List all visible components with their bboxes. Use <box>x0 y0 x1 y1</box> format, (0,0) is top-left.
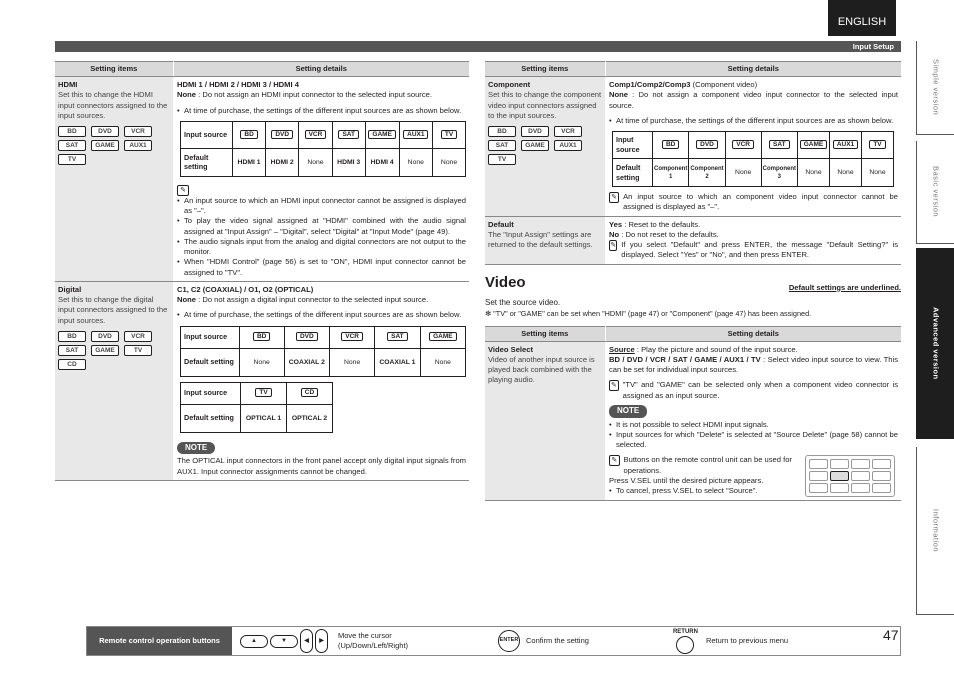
key-game: GAME <box>91 345 119 356</box>
component-options: Comp1/Comp2/Comp3 <box>609 80 691 90</box>
key-cd: CD <box>58 359 86 370</box>
default-cell: HDMI 4 <box>365 148 399 176</box>
no-text: : Do not reset to the defaults. <box>621 229 719 239</box>
video-note-item: • Input sources for which "Delete" is selected at "Source Delete" (page 58) cannot be selected. <box>609 430 898 451</box>
component-options-sub: (Component video) <box>692 80 758 90</box>
component-item <box>485 77 605 217</box>
th-input-source: Input source <box>181 121 233 148</box>
src-key: VCR <box>341 332 363 341</box>
none-label: None <box>177 295 196 305</box>
hdmi-note: • To play the video signal assigned at "HDMI" combined with the audio signal assigned at "Input Assign" – "Digital", select "Digital" at "Input Mode" (page 49). <box>177 216 466 237</box>
header-details: Setting details <box>605 326 901 341</box>
default-cell: OPTICAL 2 <box>287 404 333 432</box>
key-dvd: DVD <box>521 126 549 137</box>
default-cell: COAXIAL 1 <box>375 348 420 376</box>
default-cell: None <box>399 148 433 176</box>
key-aux1: AUX1 <box>124 140 152 151</box>
pen-icon: ✎ <box>610 382 617 390</box>
return-button-icon <box>676 636 694 654</box>
yes-label: Yes <box>609 219 623 229</box>
confirm-text: Confirm the setting <box>526 635 589 645</box>
hdmi-item <box>55 77 173 282</box>
default-item <box>485 216 605 264</box>
default-cell: None <box>239 348 284 376</box>
default-cell: Component 2 <box>689 159 725 187</box>
component-desc: Set this to change the component video input connectors assigned to the input sources. <box>488 90 602 120</box>
th-default: Default setting <box>181 148 233 176</box>
src-key: DVD <box>296 332 318 341</box>
language-tab: ENGLISH <box>828 0 896 36</box>
hdmi-default-table <box>180 121 466 177</box>
default-cell: None <box>797 159 829 187</box>
src-key: SAT <box>387 332 408 341</box>
th-input-source: Input source <box>613 132 653 159</box>
default-cell: HDMI 1 <box>233 148 266 176</box>
none-label: None <box>177 90 196 100</box>
digital-item <box>55 281 173 480</box>
src-key: TV <box>255 388 271 397</box>
th-default: Default setting <box>181 404 241 432</box>
video-note: "TV" and "GAME" can be selected only when a component video connector is assigned as an input source. <box>622 380 898 400</box>
src-key: BD <box>253 332 270 341</box>
src-key: DVD <box>696 140 718 149</box>
side-tab-information[interactable]: Information <box>916 447 954 615</box>
side-tab-advanced[interactable]: Advanced version <box>916 248 954 439</box>
source-list: BD / DVD / VCR / SAT / GAME / AUX1 / TV <box>609 354 761 364</box>
src-key: AUX1 <box>403 130 428 139</box>
none-label: None <box>609 90 628 100</box>
key-bd: BD <box>58 126 86 137</box>
th-input-source: Input source <box>181 326 240 348</box>
component-default-table <box>612 131 894 187</box>
src-key: BD <box>240 130 257 139</box>
video-intro: Set the source video. <box>485 297 561 307</box>
none-text: : Do not assign a component video input connector to the selected input source. <box>609 90 898 110</box>
default-cell: None <box>420 348 465 376</box>
src-key: GAME <box>429 332 457 341</box>
hdmi-details <box>173 77 469 282</box>
video-select-item <box>485 341 605 501</box>
src-key: TV <box>441 130 457 139</box>
header-items: Setting items <box>485 62 605 77</box>
yes-text: : Reset to the defaults. <box>624 219 701 229</box>
key-dvd: DVD <box>91 126 119 137</box>
source-label: Source <box>609 344 635 354</box>
video-intro2: "TV" or "GAME" can be set when "HDMI" (page 47) or "Component" (page 47) has been assigned. <box>493 308 812 318</box>
video-note-item: • It is not possible to select HDMI input signals. <box>609 420 898 430</box>
key-bd: BD <box>58 331 86 342</box>
source-list-text: : Select video input source to view. This can be set for individual input sources. <box>609 354 898 375</box>
default-cell: COAXIAL 2 <box>284 348 329 376</box>
default-note: If you select "Default" and press ENTER, the message "Default Setting?" is displayed. Select "Yes" or "No", and then press ENTER. <box>621 240 898 260</box>
key-game: GAME <box>91 140 119 151</box>
no-label: No <box>609 229 620 239</box>
default-cell: None <box>330 348 375 376</box>
digital-table-1 <box>180 326 466 377</box>
remote-operation-bar <box>86 626 901 656</box>
hdmi-options: HDMI 1 / HDMI 2 / HDMI 3 / HDMI 4 <box>177 80 299 90</box>
video-select-desc: Video of another input source is played back combined with the playing audio. <box>488 354 595 385</box>
digital-desc: Set this to change the digital input connectors assigned to the input sources. <box>58 295 168 325</box>
hdmi-title: HDMI <box>58 80 78 90</box>
default-cell: None <box>433 148 466 176</box>
enter-button-icon: ENTER <box>498 630 520 652</box>
component-details <box>605 77 901 217</box>
digital-bullet: • At time of purchase, the settings of the different input sources are as shown below. <box>177 310 466 320</box>
remote-label: Remote control operation buttons <box>87 627 232 655</box>
pen-icon: ✎ <box>610 242 617 250</box>
th-default: Default setting <box>613 159 653 187</box>
key-vcr: VCR <box>554 126 582 137</box>
src-key: TV <box>869 140 885 149</box>
side-tab-simple[interactable]: Simple version <box>916 41 954 135</box>
note-badge: NOTE <box>177 442 215 455</box>
none-text: : Do not assign a digital input connector to the selected input source. <box>198 295 429 305</box>
section-bar <box>55 41 901 52</box>
src-key: GAME <box>368 130 396 139</box>
move-text: Move the cursor (Up/Down/Left/Right) <box>338 630 409 650</box>
page-number: 47 <box>883 627 899 643</box>
source-text: : Play the picture and sound of the input source. <box>636 344 798 354</box>
digital-note: The OPTICAL input connectors in the front panel accept only digital input signals from AUX1. Input connector assignments cannot be changed. <box>177 456 466 476</box>
default-title: Default <box>488 219 514 229</box>
key-vcr: VCR <box>124 126 152 137</box>
key-tv: TV <box>58 154 86 165</box>
return-label: RETURN <box>672 628 698 635</box>
video-select-title: Video Select <box>488 344 534 354</box>
default-cell: HDMI 2 <box>266 148 299 176</box>
pen-icon: ✎ <box>609 455 620 466</box>
cursor-buttons <box>240 629 328 653</box>
key-tv: TV <box>124 345 152 356</box>
src-key: AUX1 <box>833 140 858 149</box>
hdmi-desc: Set this to change the HDMI input connectors assigned to the input sources. <box>58 90 168 120</box>
default-cell: Component 1 <box>653 159 689 187</box>
down-arrow-icon: ▼ <box>270 635 298 648</box>
key-aux1: AUX1 <box>554 140 582 151</box>
th-input-source: Input source <box>181 382 241 404</box>
src-key: SAT <box>769 140 790 149</box>
right-arrow-icon: ▶ <box>315 629 328 653</box>
default-cell: None <box>299 148 332 176</box>
digital-title: Digital <box>58 284 82 294</box>
digital-details <box>173 281 469 480</box>
default-cell: OPTICAL 1 <box>241 404 287 432</box>
component-note: An input source to which an component video input connector cannot be assigned is displayed as "–". <box>623 192 898 212</box>
key-bd: BD <box>488 126 516 137</box>
pen-icon: ✎ <box>609 192 619 203</box>
component-title: Component <box>488 80 531 90</box>
header-items: Setting items <box>485 326 605 341</box>
digital-options: C1, C2 (COAXIAL) / O1, O2 (OPTICAL) <box>177 284 314 294</box>
hdmi-bullet: • At time of purchase, the settings of the different input sources are as shown below. <box>177 106 466 116</box>
none-text: : Do not assign an HDMI input connector to the selected input source. <box>198 90 432 100</box>
default-cell: None <box>861 159 893 187</box>
key-tv: TV <box>488 154 516 165</box>
src-key: DVD <box>271 130 293 139</box>
digital-table-2 <box>180 382 333 433</box>
note-badge: NOTE <box>609 405 647 418</box>
header-items: Setting items <box>55 62 173 77</box>
header-details: Setting details <box>605 62 901 77</box>
key-sat: SAT <box>488 140 516 151</box>
default-desc: The "Input Assign" settings are returned to the default settings. <box>488 229 593 250</box>
section-title: Input Setup <box>852 42 894 51</box>
left-column <box>55 61 469 481</box>
hdmi-note: • The audio signals input from the analog and digital connectors are not output to the monitor. <box>177 237 466 258</box>
side-tab-basic[interactable]: Basic version <box>916 141 954 244</box>
th-default: Default setting <box>181 348 240 376</box>
hdmi-note: • When "HDMI Control" (page 56) is set to "ON", HDMI input connector cannot be assigned to "TV". <box>177 257 466 278</box>
src-key: SAT <box>338 130 359 139</box>
pen-icon: ✎ <box>177 185 189 196</box>
src-key: GAME <box>800 140 828 149</box>
right-column: Setting items Setting details Component Set this to change the component video input connectors assigned to the input sources. BD DVD VCR SAT GAME AUX1 TV Comp1/Comp2/Comp3 (Component video) None : Do not assign a component video input connector to the selected input source. • At time of purchase, the settings of the different input sources are as shown below. Input source BD DVD VCR SAT GAME AUX1 TV Default setting Component 1 Component 2 None Component 3 None None None ✎ An input source to which an component video input connector cannot be assigned is displayed as "–". Default The "Input Assign" settings are returned to the default settings. Yes : Reset to the defaults. No : Do not reset to the defaults. ✎ If you select "Default" and press ENTER, the message "Default Setting?" is displayed. Select "Yes" or "No", and then press ENTER. Video Default settings are underlined. Set the source video. ✻ "TV" or "GAME" can be set when "HDMI" (page 47) or "Component" (page 47) has been assigned. Setting items Setting details Video Select Video of another input source is played back combined with the playing audio. Source : Play the picture and sound of the input source. BD / DVD / VCR / SAT / GAME / AUX1 / TV : Select video input source to view. This can be set for individual input sources. ✎ "TV" and "GAME" can be selected only when a component video connector is assigned as an input source. NOTE • It is not possible to select HDMI input signals. • Input sources for which "Delete" is selected at "Source Delete" (page 58) cannot be selected. ✎ Buttons on the remote control unit can be used for operations. Press V.SEL until the desired picture appears. • To cancel, press V.SEL to select "Source". <box>485 61 901 501</box>
return-text: Return to previous menu <box>705 635 789 645</box>
header-details: Setting details <box>173 62 469 77</box>
src-key: CD <box>301 388 318 397</box>
key-vcr: VCR <box>124 331 152 342</box>
key-sat: SAT <box>58 140 86 151</box>
video-select-details <box>605 341 901 501</box>
component-bullet: • At time of purchase, the settings of the different input sources are as shown below. <box>609 116 898 126</box>
hdmi-note: • An input source to which an HDMI input connector cannot be assigned is displayed as "–". <box>177 196 466 217</box>
default-cell: Component 3 <box>761 159 797 187</box>
up-arrow-icon: ▲ <box>240 635 268 648</box>
cancel-vsel: • To cancel, press V.SEL to select "Source". <box>609 486 801 496</box>
src-key: BD <box>662 140 679 149</box>
underline-note: Default settings are underlined. <box>788 282 901 292</box>
left-arrow-icon: ◀ <box>300 629 313 653</box>
src-key: VCR <box>732 140 754 149</box>
default-cell: HDMI 3 <box>332 148 365 176</box>
video-pen-note: Buttons on the remote control unit can be used for operations. <box>623 455 792 475</box>
remote-illustration <box>805 455 895 497</box>
video-heading: Video <box>485 273 526 291</box>
key-sat: SAT <box>58 345 86 356</box>
default-cell: None <box>829 159 861 187</box>
src-key: VCR <box>305 130 327 139</box>
key-game: GAME <box>521 140 549 151</box>
default-details <box>605 216 901 264</box>
key-dvd: DVD <box>91 331 119 342</box>
press-vsel: Press V.SEL until the desired picture appears. <box>609 475 764 485</box>
default-cell: None <box>725 159 761 187</box>
